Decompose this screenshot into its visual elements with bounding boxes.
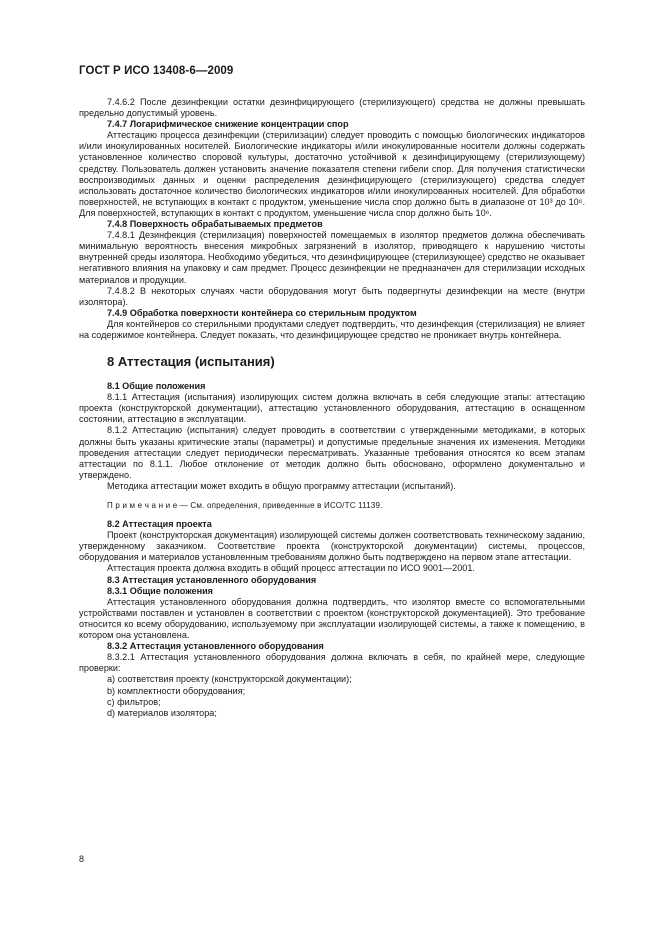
section-heading: 8.3 Аттестация установленного оборудования [107,574,317,585]
section-heading: 7.4.9 Обработка поверхности контейнера со стерильным продуктом [107,307,417,318]
note: П р и м е ч а н и е — См. определения, приведенные в ИСО/ТС 11139. [107,501,383,510]
section-heading: 7.4.8 Поверхность обрабатываемых предметов [107,219,323,230]
section-heading: 8.3.1 Общие положения [107,585,213,596]
paragraph: Проект (конструкторская документация) изолирующей системы должен соответствовать техническому заданию, утвержденному заказчиком. Соответствие проекта (конструкторской документации) системы, процессов, оборудования и материалов установленным требованиям должно быть подтверждено на первом этапе аттестации. [79,530,585,563]
paragraph: Аттестацию процесса дезинфекции (стерилизации) следует проводить с помощью биологических индикаторов и/или инокулированных носителей. Биологические индикаторы и/или инокулированные носители должны содержать установленное количество споровой культуры, достаточно устойчивой к дезинфицирующему (стерилизующему) средству. Пользователь должен установить значение показателя степени гибели спор. Для получения статистически воспроизводимых данных и оценки распределения дезинфицирующего (стерилизующего) средства следует использовать достаточное количество биологических индикаторов и/или инокулированных носителей. Для обработки поверхностей, не вступающих в контакт с продуктом, уменьшение числа спор должно быть в диапазоне от 10³ до 10⁶. Для поверхностей, вступающих в контакт с продуктом, уменьшение числа спор должно быть 10⁶. [79,130,585,218]
section-heading: 8.3.2 Аттестация установленного оборудования [107,641,324,652]
section-heading: 8.1 Общие положения [107,381,206,392]
paragraph: 7.4.6.2 После дезинфекции остатки дезинфицирующего (стерилизующего) средства не должны превышать предельно допустимый уровень. [79,97,585,119]
page-number: 8 [79,854,85,864]
paragraph: Аттестация проекта должна входить в общий процесс аттестации по ИСО 9001—2001. [107,563,475,574]
section-heading: 8.2 Аттестация проекта [107,519,212,530]
paragraph: 8.1.1 Аттестация (испытания) изолирующих систем должна включать в себя следующие этапы: аттестацию проекта (конструкторской документации), аттестацию установленного оборудования, аттестацию в оснащенном состоянии, аттестацию в эксплуатации. [79,392,585,425]
paragraph: 8.3.2.1 Аттестация установленного оборудования должна включать в себя, по крайней мере, следующие проверки: [79,652,585,674]
paragraph: 7.4.8.1 Дезинфекция (стерилизация) поверхностей помещаемых в изолятор предметов должна обеспечивать минимальную вероятность внесения микробных загрязнений в изолятор, приводящего к нарушению чистоты внутренней среды изолятора. Необходимо убедиться, что дезинфицирующее (стерилизующее) средство не оказывает негативного влияния на упаковку и сам предмет. Процесс дезинфекции не предназначен для стерилизации исходных материалов и продукции. [79,230,585,285]
document-body [79,97,585,719]
paragraph: 8.1.2 Аттестацию (испытания) следует проводить в соответствии с утвержденными методиками, в которых должны быть указаны критические этапы (параметры) и допустимые предельные значения их изменения. Методики проведения аттестации следует периодически пересматривать. Указанные требования относятся ко всем этапам аттестации по 8.1.1. Любое отклонение от методик должно быть обосновано, оформлено документально и утверждено. [79,425,585,480]
section-heading: 7.4.7 Логарифмическое снижение концентрации спор [107,119,349,130]
list-item: d) материалов изолятора; [107,707,217,718]
chapter-heading: 8 Аттестация (испытания) [107,354,275,370]
list-item: b) комплектности оборудования; [107,685,246,696]
list-item: a) соответствия проекту (конструкторской документации); [107,674,352,685]
list-item: c) фильтров; [107,696,161,707]
paragraph: Для контейнеров со стерильными продуктами следует подтвердить, что дезинфекция (стерилизация) не влияет на содержимое контейнера. Следует показать, что дезинфицирующее средство не проникает внутрь контейнера. [79,318,585,340]
paragraph: Методика аттестации может входить в общую программу аттестации (испытаний). [107,480,456,491]
paragraph: Аттестация установленного оборудования должна подтвердить, что изолятор вместе со вспомогательными устройствами поставлен и установлен в соответствии с проектом (конструкторской документацией). Это требование относится ко всему оборудованию, используемому при эксплуатации изолирующей системы, а также к помещению, в котором она установлена. [79,596,585,641]
paragraph: 7.4.8.2 В некоторых случаях части оборудования могут быть подвергнуты дезинфекции на месте (внутри изолятора). [79,285,585,307]
document-header: ГОСТ Р ИСО 13408-6—2009 [79,65,234,77]
